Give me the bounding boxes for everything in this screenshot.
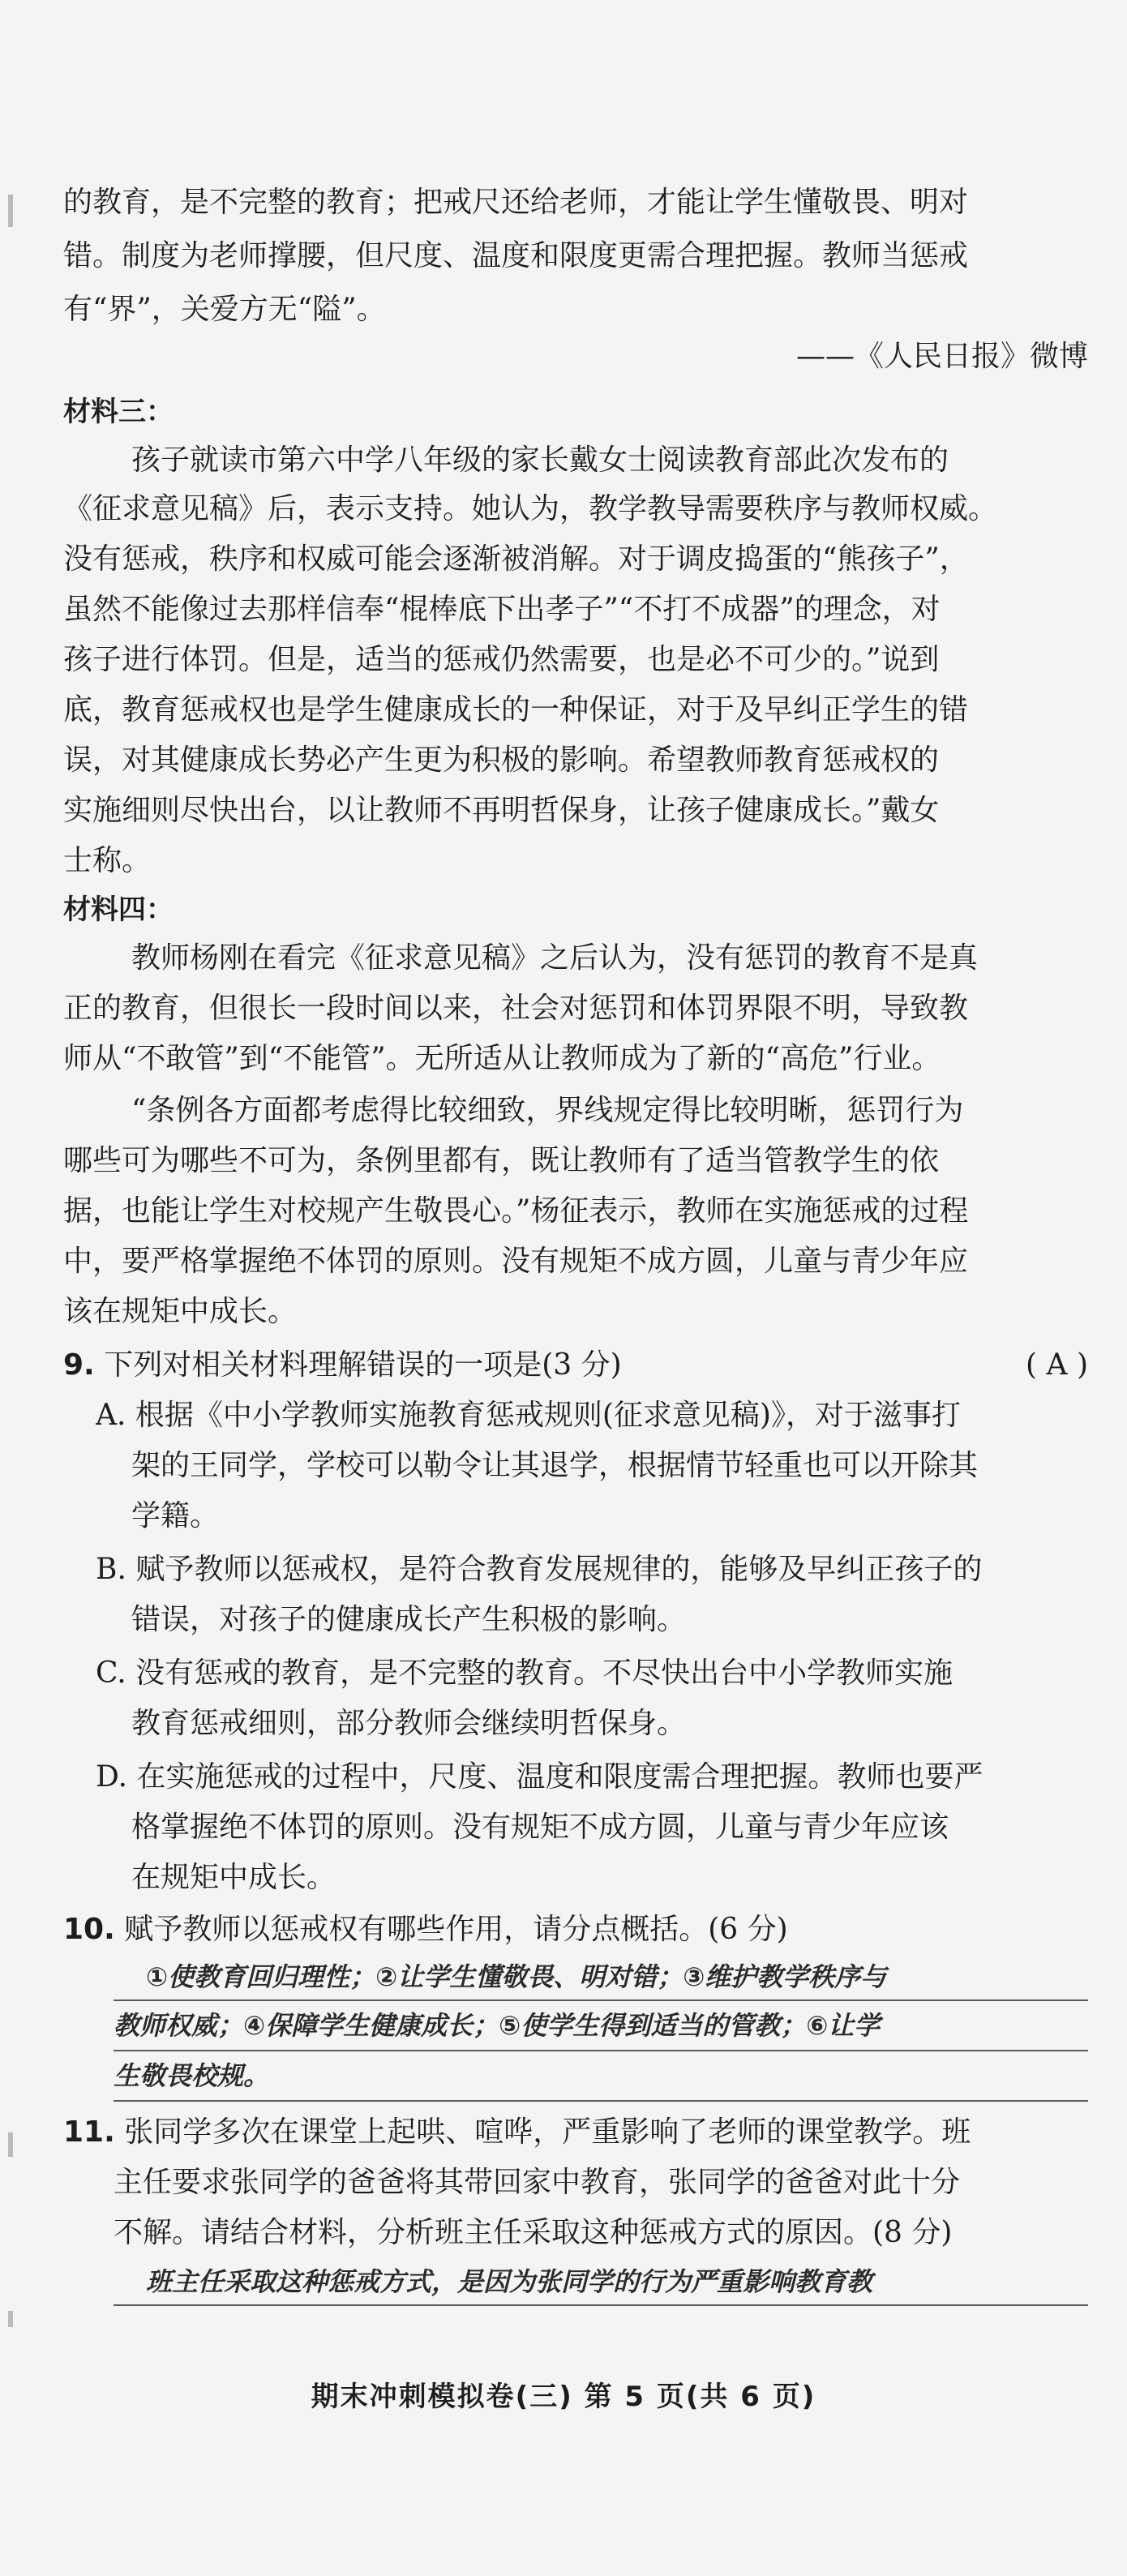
material2-source: ——《人民日报》微博: [795, 341, 1088, 373]
material4-heading: 材料四：: [63, 894, 174, 926]
answer-rule: [114, 2100, 1088, 2102]
q9-answer: ( A ): [1026, 1349, 1088, 1382]
q9-number: 9.: [63, 1349, 95, 1382]
q10-answer-line: 生敬畏校规。: [114, 2060, 270, 2091]
material4-line: 正的教育，但很长一段时间以来，社会对惩罚和体罚界限不明，导致教: [63, 992, 969, 1025]
q11-answer-line: 班主任采取这种惩戒方式，是因为张同学的行为严重影响教育教: [146, 2266, 873, 2297]
q11-stem-line: 张同学多次在课堂上起哄、喧哗，严重影响了老师的课堂教学。班: [124, 2116, 971, 2149]
answer-rule: [114, 2000, 1088, 2001]
q11-stem-line: 主任要求张同学的爸爸将其带回家中教育，张同学的爸爸对此十分: [114, 2167, 961, 2199]
q9-option-b: B. 赋予教师以惩戒权，是符合教育发展规律的，能够及早纠正孩子的: [96, 1554, 983, 1586]
material3-line: 底，教育惩戒权也是学生健康成长的一种保证，对于及早纠正学生的错: [63, 694, 969, 727]
material4-line: 据，也能让学生对校规产生敬畏心。”杨征表示，教师在实施惩戒的过程: [63, 1195, 969, 1228]
material4-line: 师从“不敢管”到“不能管”。无所适从让教师成为了新的“高危”行业。: [63, 1043, 941, 1075]
scan-edge-mark: [8, 2132, 13, 2157]
q9-option-d: D. 在实施惩戒的过程中，尺度、温度和限度需合理把握。教师也要严: [96, 1761, 983, 1794]
q10-stem-row: [63, 1914, 1088, 1949]
material4-line: 中，要严格掌握绝不体罚的原则。没有规矩不成方圆，儿童与青少年应: [63, 1245, 969, 1278]
material3-heading: 材料三：: [63, 396, 174, 428]
material3-line: 孩子就读市第六中学八年级的家长戴女士阅读教育部此次发布的: [131, 444, 949, 477]
material2-line: 的教育，是不完整的教育；把戒尺还给老师，才能让学生懂敬畏、明对: [63, 186, 969, 219]
answer-rule: [114, 2050, 1088, 2051]
material2-line: 有“界”，关爱方无“隘”。: [63, 294, 386, 326]
q9-option-b-cont: 错误，对孩子的健康成长产生积极的影响。: [131, 1604, 687, 1636]
q9-option-c-cont: 教育惩戒细则，部分教师会继续明哲保身。: [131, 1708, 687, 1740]
q9-option-c: C. 没有惩戒的教育，是不完整的教育。不尽快出台中小学教师实施: [96, 1657, 953, 1690]
material4-line: “条例各方面都考虑得比较细致，界线规定得比较明晰，惩罚行为: [131, 1095, 964, 1127]
scan-edge-mark: [8, 195, 13, 227]
material3-line: 实施细则尽快出台，以让教师不再明哲保身，让孩子健康成长。”戴女: [63, 795, 940, 827]
material3-line: 《征求意见稿》后，表示支持。她认为，教学教导需要秩序与教师权威。: [63, 493, 998, 525]
q9-stem: 下列对相关材料理解错误的一项是(3 分): [104, 1349, 622, 1382]
answer-rule: [114, 2304, 1088, 2306]
material3-line: 误，对其健康成长势必产生更为积极的影响。希望教师教育惩戒权的: [63, 744, 940, 777]
material3-line: 没有惩戒，秩序和权威可能会逐渐被消解。对于调皮捣蛋的“熊孩子”，: [63, 543, 969, 576]
q9-option-a: A. 根据《中小学教师实施教育惩戒规则(征求意见稿)》，对于滋事打: [96, 1399, 961, 1432]
q10-answer-line: ①使教育回归理性；②让学生懂敬畏、明对错；③维护教学秩序与: [146, 1961, 887, 1992]
material4-line: 教师杨刚在看完《征求意见稿》之后认为，没有惩罚的教育不是真: [131, 942, 979, 975]
q11-stem-line: 不解。请结合材料，分析班主任采取这种惩戒方式的原因。(8 分): [114, 2217, 953, 2249]
material4-line: 该在规矩中成长。: [63, 1296, 298, 1328]
q9-option-d-cont: 在规矩中成长。: [131, 1862, 336, 1894]
q11-number: 11.: [63, 2116, 115, 2149]
q10-answer-line: 教师权威；④保障学生健康成长；⑤使学生得到适当的管教；⑥让学: [114, 2010, 881, 2041]
q9-stem-row: [63, 1349, 1088, 1385]
material3-line: 虽然不能像过去那样信奉“棍棒底下出孝子”“不打不成器”的理念，对: [63, 594, 941, 626]
q10-number: 10.: [63, 1914, 115, 1946]
q9-option-a-cont: 架的王同学，学校可以勒令让其退学，根据情节轻重也可以开除其: [131, 1450, 979, 1482]
page-footer: 期末冲刺模拟卷(三) 第 5 页(共 6 页): [311, 2381, 816, 2413]
material2-line: 错。制度为老师撑腰，但尺度、温度和限度更需合理把握。教师当惩戒: [63, 240, 969, 272]
q9-option-d-cont: 格掌握绝不体罚的原则。没有规矩不成方圆，儿童与青少年应该: [131, 1811, 949, 1844]
q10-stem: 赋予教师以惩戒权有哪些作用，请分点概括。(6 分): [124, 1914, 788, 1946]
q9-option-a-cont: 学籍。: [131, 1500, 220, 1532]
material3-line: 孩子进行体罚。但是，适当的惩戒仍然需要，也是必不可少的。”说到: [63, 644, 940, 676]
material3-line: 士称。: [63, 845, 152, 877]
material4-line: 哪些可为哪些不可为，条例里都有，既让教师有了适当管教学生的依: [63, 1145, 940, 1177]
q11-stem-row: [63, 2116, 1088, 2152]
scan-edge-mark: [8, 2311, 13, 2327]
